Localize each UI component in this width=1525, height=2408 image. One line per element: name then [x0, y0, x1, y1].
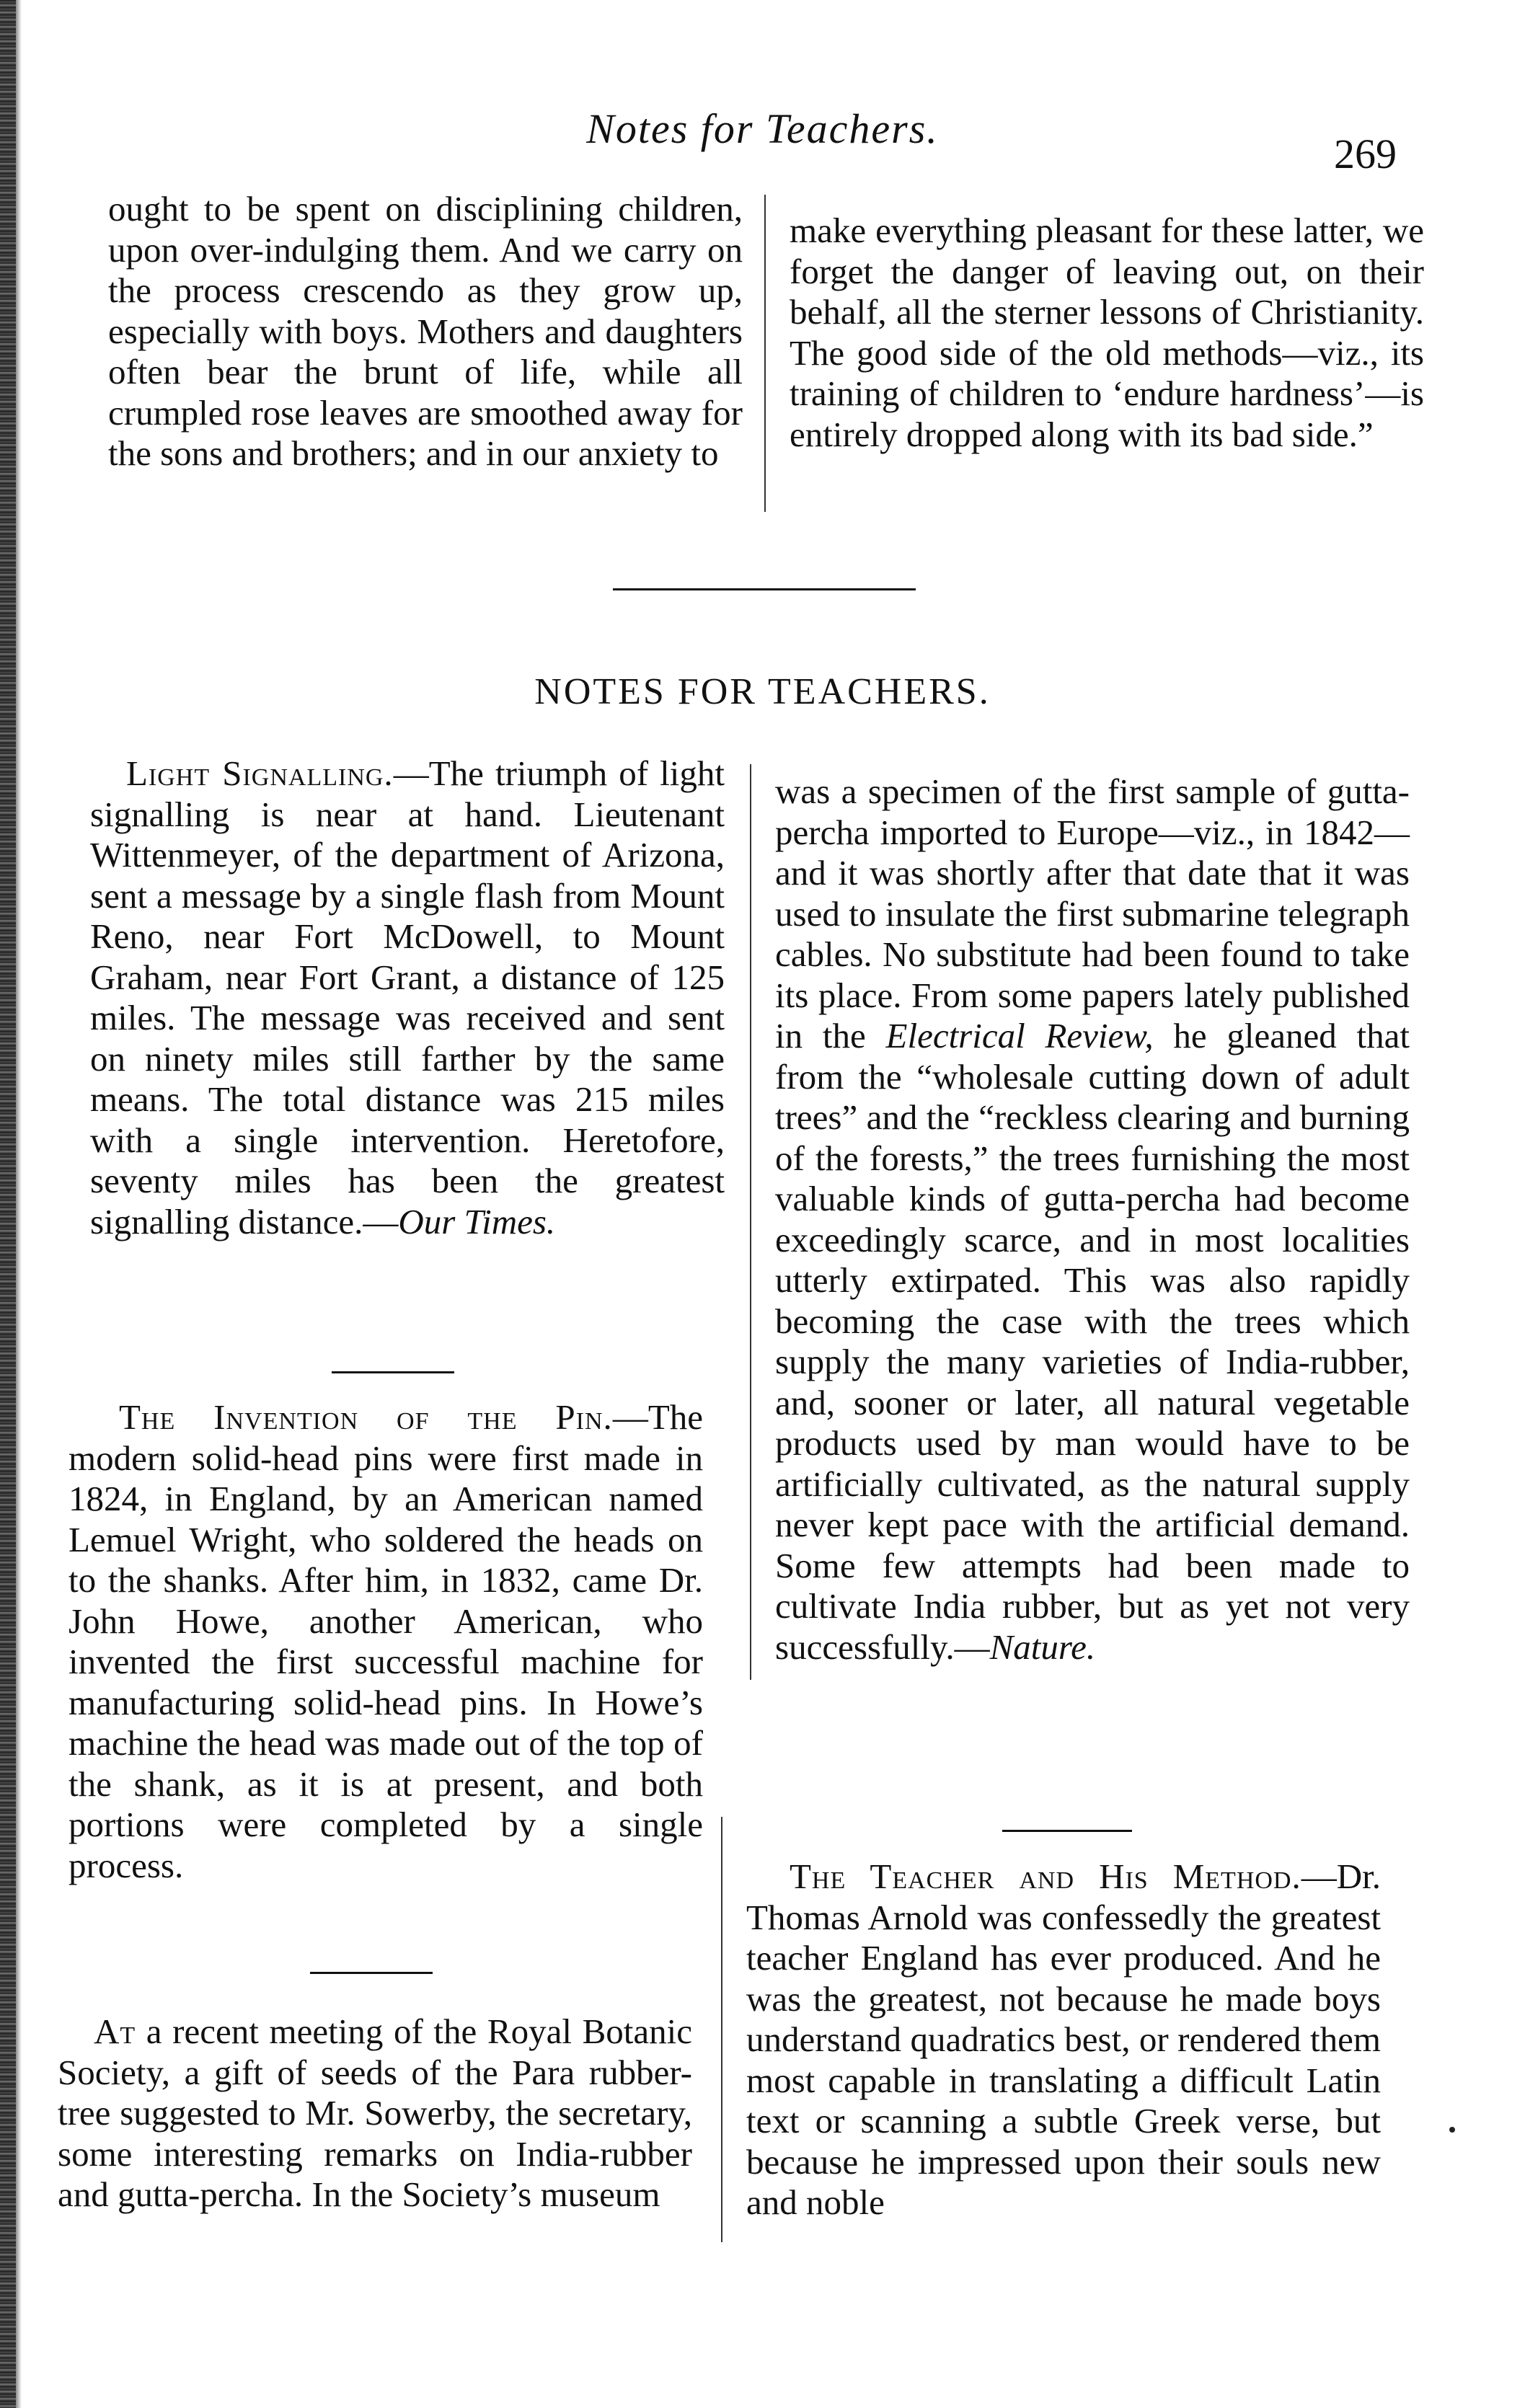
pin-body: —The modern solid-head pins were first made in 1824, in England, by an American named Lemuel Wright, who soldered the heads on to the shanks. After him, in 1832, came Dr. John Howe, another American, who invented the first successful machine for manufacturing solid-head pins. In Howe’s machine the head was made out of the top of the shank, as it is at present, and both portions were completed by a single process.	[68, 1397, 703, 1885]
main-column-rule-lower	[721, 1817, 722, 2242]
india-rubber-source: Nature.	[989, 1626, 1096, 1667]
ink-speck	[1449, 2127, 1455, 2133]
light-signalling-body: —The triumph of light signalling is near at hand. Lieutenant Wittenmeyer, of the department of Arizona, sent a message by a single flash from Mount Reno, near Fort McDowell, to Mount Graham, near Fort Grant, a distance of 125 miles. The message was received and sent on ninety miles still farther by the same means. The total distance was 215 miles with a single intervention. Heretofore, seventy miles has been the greatest signalling distance.—	[90, 753, 725, 1241]
page-number: 269	[1334, 130, 1397, 177]
main-column-rule-upper	[750, 764, 751, 1680]
article-invention-of-the-pin	[68, 1397, 703, 1886]
india-rubber-body-left: a recent meeting of the Royal Botanic Society, a gift of seeds of the Para rubber-tree suggested to Mr. Sowerby, the secretary, some interesting remarks on India-rubber and gutta-percha. In the Society’s museum	[58, 2011, 692, 2214]
india-rubber-lead-in: At	[94, 2011, 136, 2051]
light-signalling-heading: Light Signalling.	[126, 753, 394, 793]
india-rubber-right-paragraph	[775, 771, 1410, 1668]
article-light-signalling	[90, 753, 725, 1242]
section-title: NOTES FOR TEACHERS.	[534, 671, 991, 712]
section-divider	[613, 588, 916, 590]
top-column-rule	[764, 195, 766, 512]
teacher-heading: The Teacher and His Method.	[790, 1856, 1301, 1896]
teacher-paragraph	[746, 1856, 1381, 2223]
pin-heading: The Invention of the Pin.	[119, 1397, 613, 1437]
light-signalling-paragraph	[90, 753, 725, 1242]
light-signalling-source: Our Times.	[398, 1201, 556, 1241]
india-rubber-left-paragraph	[58, 2011, 692, 2216]
article-divider-1	[332, 1371, 454, 1373]
teacher-body: —Dr. Thomas Arnold was confessedly the greatest teacher England has ever produced. And he was the greatest, not because he made boys understand quadratics best, or rendered them most capable in translating a difficult Latin text or scanning a subtle Greek verse, but because he impressed upon their souls new and noble	[746, 1856, 1381, 2222]
book-spine-edge	[0, 0, 16, 2408]
india-rubber-body-right-2: he gleaned that from the “wholesale cutting down of adult trees” and the “reckless clearing and burning of the forests,” the trees furnishing the most valuable kinds of gutta-percha had become exceedingly scarce, and in most localities utterly extirpated. This was also rapidly becoming the case with the trees which supply the many varieties of India-rubber, and, sooner or later, all natural vegetable products used by man would have to be artificially cultivated, as the natural supply never kept pace with the artificial demand. Some few attempts had been made to cultivate India rubber, but as yet not very successfully.—	[775, 1016, 1410, 1667]
continuation-left-text: ought to be spent on disciplining children, upon over-indulging them. And we carry on the process crescendo as they grow up, especially with boys. Mothers and daughters often bear the brunt of life, while all crumpled rose leaves are smoothed away for the sons and brothers; and in our anxiety to	[108, 189, 743, 473]
article-teacher-and-method	[746, 1856, 1381, 2223]
article-india-rubber-left	[58, 2011, 692, 2216]
running-title: Notes for Teachers.	[586, 105, 939, 152]
continuation-right-column	[790, 211, 1424, 455]
pin-paragraph	[68, 1397, 703, 1886]
article-divider-3	[1002, 1830, 1132, 1832]
continuation-left-column	[108, 189, 743, 474]
india-rubber-body-right-1: was a specimen of the first sample of gutta-percha imported to Europe—viz., in 1842—and it was shortly after that date that it was used to insulate the first submarine telegraph cables. No substitute had been found to take its place. From some papers lately published in the	[775, 771, 1410, 1055]
article-divider-2	[310, 1972, 433, 1974]
continuation-right-text: make everything pleasant for these latter, we forget the danger of leaving out, on their behalf, all the sterner lessons of Christianity. The good side of the old methods—viz., its training of children to ‘endure hardness’—is entirely dropped along with its bad side.”	[790, 211, 1424, 454]
india-rubber-journal: Electrical Review,	[885, 1016, 1154, 1055]
article-india-rubber-right	[775, 771, 1410, 1668]
